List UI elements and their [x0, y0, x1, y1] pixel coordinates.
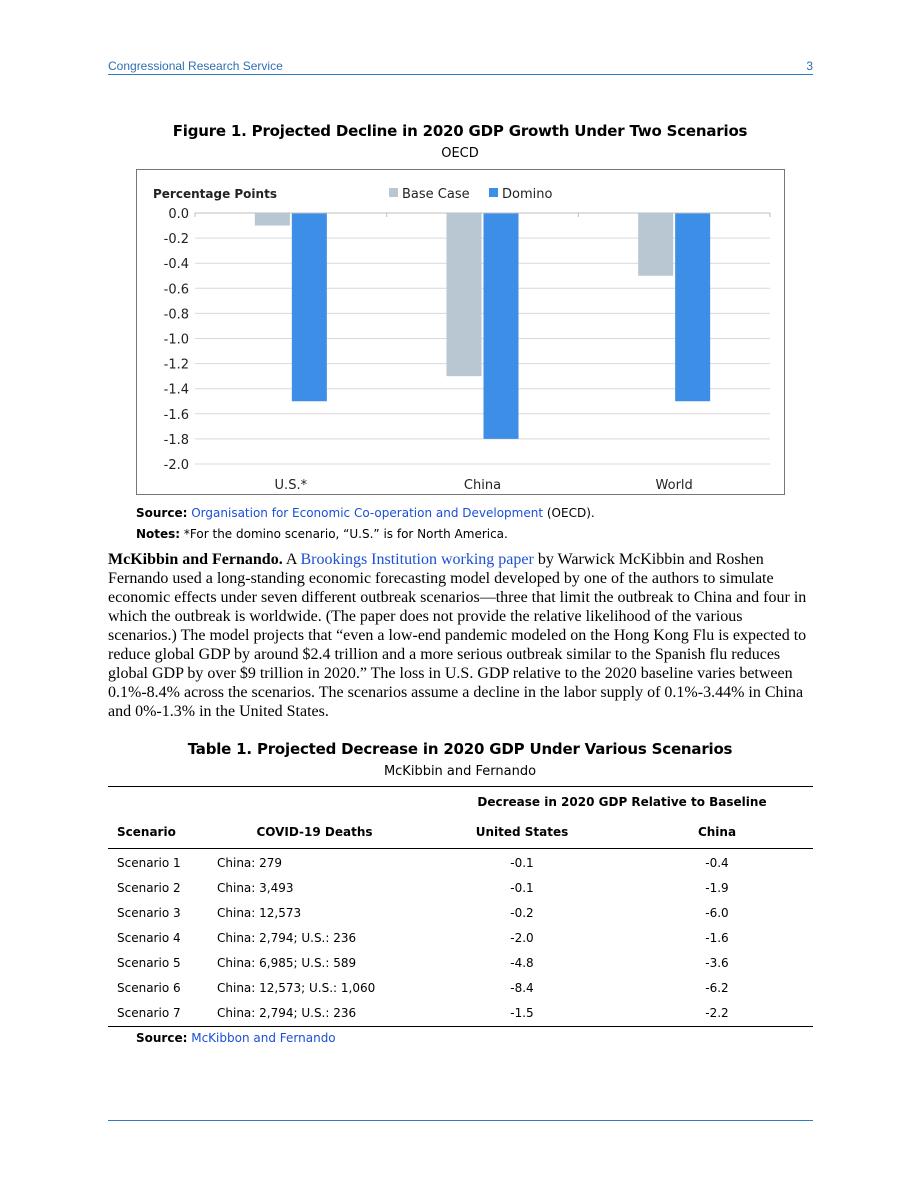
y-tick-label: -1.2	[163, 357, 189, 373]
table-row	[108, 1001, 813, 1026]
cell-scenario: Scenario 1	[117, 856, 181, 870]
cell-china: -2.2	[705, 1006, 729, 1020]
cell-deaths: China: 12,573	[217, 906, 302, 920]
figure-notes-text: *For the domino scenario, “U.S.” is for North America.	[180, 527, 508, 541]
cell-scenario: Scenario 6	[117, 981, 181, 995]
cell-china: -0.4	[705, 856, 729, 870]
y-tick-label: -1.4	[163, 382, 189, 398]
legend-label: Base Case	[402, 187, 470, 202]
cell-us: -2.0	[510, 931, 534, 945]
table-row	[108, 851, 813, 876]
legend-swatch	[489, 188, 498, 197]
bar-base-case	[638, 213, 673, 276]
figure-subtitle: OECD	[441, 146, 479, 161]
col-header-deaths: COVID-19 Deaths	[256, 825, 373, 839]
paragraph-lead: McKibbin and Fernando.	[108, 551, 283, 568]
figure-source-label: Source:	[136, 506, 188, 520]
y-axis-label: Percentage Points	[153, 187, 277, 201]
paragraph-text: by Warwick McKibbin and Roshen Fernando used a long-standing economic forecasting model developed by one of the authors to simulate economic effects under seven different outbreak scenarios—three that limit the outbreak to China and four in which the outbreak is worldwide. (The paper does not provide the relative likelihood of the various scenarios.) The model projects that “even a low-end pandemic modeled on the Hong Kong Flu is expected to reduce global GDP by around $2.4 trillion and a more serious outbreak similar to the Spanish flu reduces global GDP by over $9 trillion in 2020.” The loss in U.S. GDP relative to the 2020 baseline varies between 0.1%-8.4% across the scenarios. The scenarios assume a decline in the labor supply of 0.1%-3.44% in China and 0%-1.3% in the United States.	[108, 551, 807, 720]
cell-scenario: Scenario 5	[117, 956, 181, 970]
group-header-text: Decrease in 2020 GDP Relative to Baseline	[477, 795, 767, 809]
cell-china: -3.6	[705, 956, 729, 970]
y-tick-label: -0.8	[163, 307, 189, 323]
cell-deaths: China: 279	[217, 856, 283, 870]
cell-us: -8.4	[510, 981, 534, 995]
table-source	[136, 1031, 336, 1045]
body-paragraph	[108, 550, 813, 721]
cell-deaths: China: 12,573; U.S.: 1,060	[217, 981, 376, 995]
x-tick-label: U.S.*	[274, 478, 308, 493]
y-tick-label: -0.6	[163, 282, 189, 298]
bar-domino	[292, 213, 327, 401]
table-source-label: Source:	[136, 1031, 188, 1045]
table-row	[108, 951, 813, 976]
cell-us: -4.8	[510, 956, 534, 970]
bar-domino	[675, 213, 710, 401]
y-tick-label: -2.0	[163, 458, 189, 473]
table-subtitle: McKibbin and Fernando	[383, 764, 537, 779]
cell-scenario: Scenario 2	[117, 881, 181, 895]
y-tick-label: 0.0	[168, 207, 189, 222]
table-title: Table 1. Projected Decrease in 2020 GDP Under Various Scenarios	[187, 740, 733, 758]
cell-us: -0.1	[510, 881, 534, 895]
y-tick-label: -0.4	[163, 257, 189, 273]
cell-deaths: China: 2,794; U.S.: 236	[217, 1006, 357, 1020]
col-header-scenario: Scenario	[117, 825, 176, 839]
table-row	[108, 926, 813, 951]
brookings-link[interactable]: Brookings Institution working paper	[300, 551, 534, 568]
x-tick-label: China	[463, 478, 502, 493]
table-bottom-rule	[108, 1026, 813, 1027]
cell-scenario: Scenario 4	[117, 931, 181, 945]
cell-china: -1.6	[705, 931, 729, 945]
cell-us: -1.5	[510, 1006, 534, 1020]
gdp-bar-chart	[137, 170, 784, 494]
x-tick-label: World	[655, 478, 693, 493]
y-tick-label: -1.0	[163, 332, 189, 348]
figure-source-suffix: (OECD).	[543, 506, 595, 520]
y-tick-label: -0.2	[163, 232, 189, 248]
cell-us: -0.1	[510, 856, 534, 870]
table-body	[108, 851, 813, 1026]
cell-deaths: China: 3,493	[217, 881, 294, 895]
figure-notes-label: Notes:	[136, 527, 181, 541]
cell-deaths: China: 6,985; U.S.: 589	[217, 956, 357, 970]
chart-frame	[136, 169, 785, 495]
footer-divider	[108, 1120, 813, 1121]
table-group-header	[108, 787, 813, 817]
figure-source	[136, 506, 595, 520]
legend-label: Domino	[502, 187, 553, 202]
table-row	[108, 876, 813, 901]
paragraph-pre-link: A	[282, 551, 301, 568]
y-tick-label: -1.6	[163, 407, 189, 423]
cell-china: -1.9	[705, 881, 729, 895]
cell-china: -6.0	[705, 906, 729, 920]
header-org: Congressional Research Service	[108, 59, 283, 73]
table-row	[108, 976, 813, 1001]
header-divider	[108, 74, 813, 75]
cell-us: -0.2	[510, 906, 534, 920]
page-number: 3	[806, 59, 813, 73]
cell-china: -6.2	[705, 981, 729, 995]
cell-scenario: Scenario 7	[117, 1006, 181, 1020]
cell-scenario: Scenario 3	[117, 906, 181, 920]
y-tick-label: -1.8	[163, 432, 189, 448]
bar-base-case	[255, 213, 290, 226]
bar-domino	[484, 213, 519, 439]
cell-deaths: China: 2,794; U.S.: 236	[217, 931, 357, 945]
figure-notes	[136, 527, 508, 541]
table-header-row	[108, 817, 813, 848]
gdp-table	[108, 786, 813, 1027]
oecd-link[interactable]: Organisation for Economic Co-operation and Development	[191, 506, 544, 520]
table-row	[108, 901, 813, 926]
col-header-us: United States	[475, 825, 569, 839]
legend-swatch	[389, 188, 398, 197]
bar-base-case	[447, 213, 482, 376]
col-header-china: China	[697, 825, 737, 839]
figure-title: Figure 1. Projected Decline in 2020 GDP Growth Under Two Scenarios	[172, 122, 748, 140]
mckibbin-link[interactable]: McKibbon and Fernando	[191, 1031, 336, 1045]
